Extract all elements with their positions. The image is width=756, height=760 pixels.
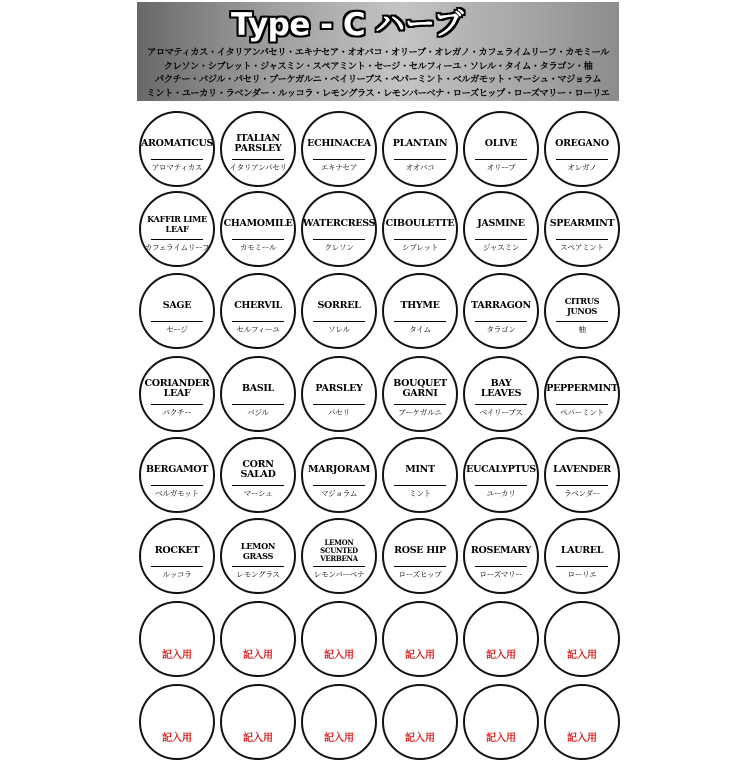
label-divider (475, 321, 527, 322)
label-divider (151, 239, 203, 240)
blank-label (220, 684, 296, 760)
label-divider (394, 404, 446, 405)
label-divider (232, 404, 284, 405)
herb-label (220, 518, 296, 594)
label-divider (556, 404, 608, 405)
herb-name-en: THYME (400, 300, 440, 311)
herb-name-en: ITALIAN PARSLEY (234, 133, 282, 154)
herb-label (301, 273, 377, 349)
herb-label (382, 191, 458, 267)
fill-in-label: 記入用 (324, 733, 354, 744)
herb-name-jp: タイム (409, 325, 431, 334)
label-divider (232, 321, 284, 322)
herb-name-en: SAGE (162, 300, 192, 311)
label-divider (151, 566, 203, 567)
herb-label (382, 111, 458, 187)
herb-name-jp: オオバコ (405, 163, 435, 172)
label-divider (232, 239, 284, 240)
herb-label (139, 356, 215, 432)
herb-name-jp: レモングラス (236, 570, 280, 579)
herb-label (301, 191, 377, 267)
label-divider (394, 321, 446, 322)
herb-label (544, 191, 620, 267)
label-divider (556, 566, 608, 567)
blank-label (139, 601, 215, 677)
herb-name-jp: ユーカリ (486, 489, 516, 498)
herb-name-en: ROCKET (154, 545, 200, 556)
label-divider (475, 239, 527, 240)
label-divider (475, 485, 527, 486)
herb-name-jp: ブーケガルニ (398, 408, 442, 417)
herb-name-jp: ミント (409, 489, 431, 498)
fill-in-label: 記入用 (243, 733, 273, 744)
herb-name-jp: エキナセア (320, 163, 358, 172)
herb-label (220, 191, 296, 267)
herb-name-jp: ローリエ (567, 570, 597, 579)
herb-name-jp: ラベンダー (563, 489, 601, 498)
label-divider (475, 159, 527, 160)
herb-name-en: BAY LEAVES (480, 378, 522, 399)
herb-name-en: BASIL (242, 383, 274, 394)
herb-label (382, 518, 458, 594)
label-divider (232, 159, 284, 160)
label-divider (475, 566, 527, 567)
herb-name-jp: セージ (166, 325, 188, 334)
label-divider (475, 404, 527, 405)
herb-name-en: ECHINACEA (307, 138, 371, 149)
herb-label (301, 356, 377, 432)
herb-name-jp: ローズヒップ (398, 570, 442, 579)
herb-name-jp: ペパーミント (560, 408, 604, 417)
fill-in-label: 記入用 (567, 733, 597, 744)
herb-name-jp: レモンバーベナ (313, 570, 365, 579)
label-divider (232, 485, 284, 486)
label-divider (394, 159, 446, 160)
blank-label (301, 601, 377, 677)
herb-name-jp: ローズマリー (479, 570, 523, 579)
label-divider (151, 485, 203, 486)
blank-label (301, 684, 377, 760)
blank-label (220, 601, 296, 677)
herb-name-en: LAUREL (560, 545, 604, 556)
herb-name-jp: パセリ (328, 408, 350, 417)
fill-in-label: 記入用 (567, 650, 597, 661)
herb-name-en: PARSLEY (315, 383, 363, 394)
label-divider (556, 159, 608, 160)
herb-label (382, 273, 458, 349)
fill-in-label: 記入用 (324, 650, 354, 661)
herb-label (382, 356, 458, 432)
herb-label (220, 111, 296, 187)
herb-list-line: パクチー・バジル・パセリ・ブーケガルニ・ベイリーブス・ペパーミント・ベルガモット・マーシュ・マジョラム (154, 74, 602, 85)
herb-label (220, 273, 296, 349)
herb-name-jp: バジル (247, 408, 269, 417)
fill-in-label: 記入用 (162, 650, 192, 661)
label-divider (232, 566, 284, 567)
label-divider (313, 321, 365, 322)
herb-name-jp: カモミール (239, 243, 277, 252)
herb-name-en: AROMATICUS (140, 138, 214, 149)
blank-label (544, 601, 620, 677)
herb-name-jp: マーシュ (243, 489, 273, 498)
blank-label (139, 684, 215, 760)
herb-name-en: CITRUS JUNOS (564, 296, 600, 316)
herb-name-en: PLANTAIN (392, 138, 448, 149)
herb-name-jp: ソレル (328, 325, 350, 334)
herb-name-en: TARRAGON (471, 300, 531, 311)
herb-name-en: WATERCRESS (302, 218, 376, 229)
herb-name-en: MINT (405, 464, 435, 475)
fill-in-label: 記入用 (486, 650, 516, 661)
herb-name-en: BOUQUET GARNI (393, 378, 447, 399)
blank-label (463, 601, 539, 677)
herb-label (463, 273, 539, 349)
herb-name-en: CHAMOMILE (223, 218, 293, 229)
herb-label (139, 273, 215, 349)
herb-label (301, 437, 377, 513)
label-divider (313, 404, 365, 405)
herb-name-jp: ベルガモット (155, 489, 199, 498)
herb-label (139, 191, 215, 267)
herb-name-en: CHERVIL (234, 300, 282, 311)
herb-name-jp: イタリアンパセリ (229, 163, 287, 172)
label-divider (313, 566, 365, 567)
herb-list-line: ミント・ユーカリ・ラベンダー・ルッコラ・レモングラス・レモンバーベナ・ローズヒップ・ローズマリー・ローリエ (146, 87, 610, 99)
herb-label (301, 111, 377, 187)
fill-in-label: 記入用 (486, 733, 516, 744)
herb-label (544, 111, 620, 187)
fill-in-label: 記入用 (405, 650, 435, 661)
herb-name-jp: シブレット (401, 243, 439, 252)
fill-in-label: 記入用 (243, 650, 273, 661)
herb-name-en: KAFFIR LIME LEAF (147, 214, 207, 234)
herb-label (463, 111, 539, 187)
herb-name-en: OREGANO (555, 138, 609, 149)
herb-label (301, 518, 377, 594)
herb-name-en: EUCALYPTUS (466, 464, 536, 475)
herb-label (220, 437, 296, 513)
herb-name-jp: カフェライムリーフ (144, 243, 210, 252)
herb-name-en: CORN SALAD (240, 459, 276, 480)
label-divider (151, 404, 203, 405)
herb-list-line: アロマティカス・イタリアンパセリ・エキナセア・オオバコ・オリーブ・オレガノ・カフェライムリーフ・カモミール (147, 47, 609, 58)
herb-name-en: SORREL (317, 300, 361, 311)
herb-label (463, 518, 539, 594)
herb-name-en: SPEARMINT (549, 218, 615, 229)
herb-name-en: ROSEMARY (470, 545, 532, 556)
herb-name-en: LAVENDER (553, 464, 611, 475)
label-divider (313, 485, 365, 486)
herb-name-jp: アロマティカス (151, 163, 203, 172)
herb-name-en: ROSE HIP (394, 545, 446, 556)
herb-label (544, 273, 620, 349)
title-herb: ハーブ (375, 7, 464, 42)
herb-name-jp: オレガノ (567, 163, 597, 172)
herb-name-jp: タラゴン (486, 325, 516, 334)
herb-name-jp: クレソン (324, 243, 354, 252)
herb-name-jp: セルフィーユ (236, 325, 280, 334)
herb-label (139, 437, 215, 513)
label-divider (313, 159, 365, 160)
herb-name-en: LEMON SCUNTED VERBENA (320, 538, 358, 563)
title-type-c: Type - C (231, 7, 366, 43)
herb-label (382, 437, 458, 513)
herb-label (463, 191, 539, 267)
herb-name-en: OLIVE (484, 138, 518, 149)
herb-label (139, 111, 215, 187)
herb-name-jp: パクチー (162, 408, 192, 417)
label-divider (556, 321, 608, 322)
label-divider (394, 566, 446, 567)
herb-name-jp: スペアミント (560, 243, 604, 252)
herb-name-jp: 柚 (578, 325, 586, 334)
herb-name-jp: マジョラム (320, 489, 358, 498)
herb-label (544, 356, 620, 432)
label-divider (556, 485, 608, 486)
herb-name-en: CORIANDER LEAF (144, 378, 210, 399)
fill-in-label: 記入用 (405, 733, 435, 744)
herb-list-line: クレソン・シブレット・ジャスミン・スペアミント・セージ・セルフィーユ・ソレル・タイム・タラゴン・柚 (163, 60, 593, 72)
herb-name-en: JASMINE (477, 218, 525, 229)
fill-in-label: 記入用 (162, 733, 192, 744)
herb-label (544, 437, 620, 513)
label-divider (556, 239, 608, 240)
herb-name-jp: ルッコラ (162, 570, 192, 579)
herb-name-en: PEPPERMINT (546, 383, 618, 394)
label-divider (151, 321, 203, 322)
herb-label (139, 518, 215, 594)
label-divider (394, 485, 446, 486)
blank-label (382, 684, 458, 760)
herb-label (220, 356, 296, 432)
herb-name-jp: ジャスミン (482, 243, 520, 252)
label-divider (313, 239, 365, 240)
blank-label (463, 684, 539, 760)
blank-label (382, 601, 458, 677)
herb-name-en: MARJORAM (308, 464, 370, 475)
herb-label (544, 518, 620, 594)
herb-label (463, 356, 539, 432)
herb-name-en: CIBOULETTE (385, 218, 455, 229)
herb-name-jp: ベイリーブス (479, 408, 523, 417)
herb-name-jp: オリーブ (486, 163, 516, 172)
herb-name-en: BERGAMOT (145, 464, 209, 475)
label-divider (151, 159, 203, 160)
label-divider (394, 239, 446, 240)
blank-label (544, 684, 620, 760)
herb-label (463, 437, 539, 513)
herb-name-en: LEMON GRASS (240, 541, 276, 561)
